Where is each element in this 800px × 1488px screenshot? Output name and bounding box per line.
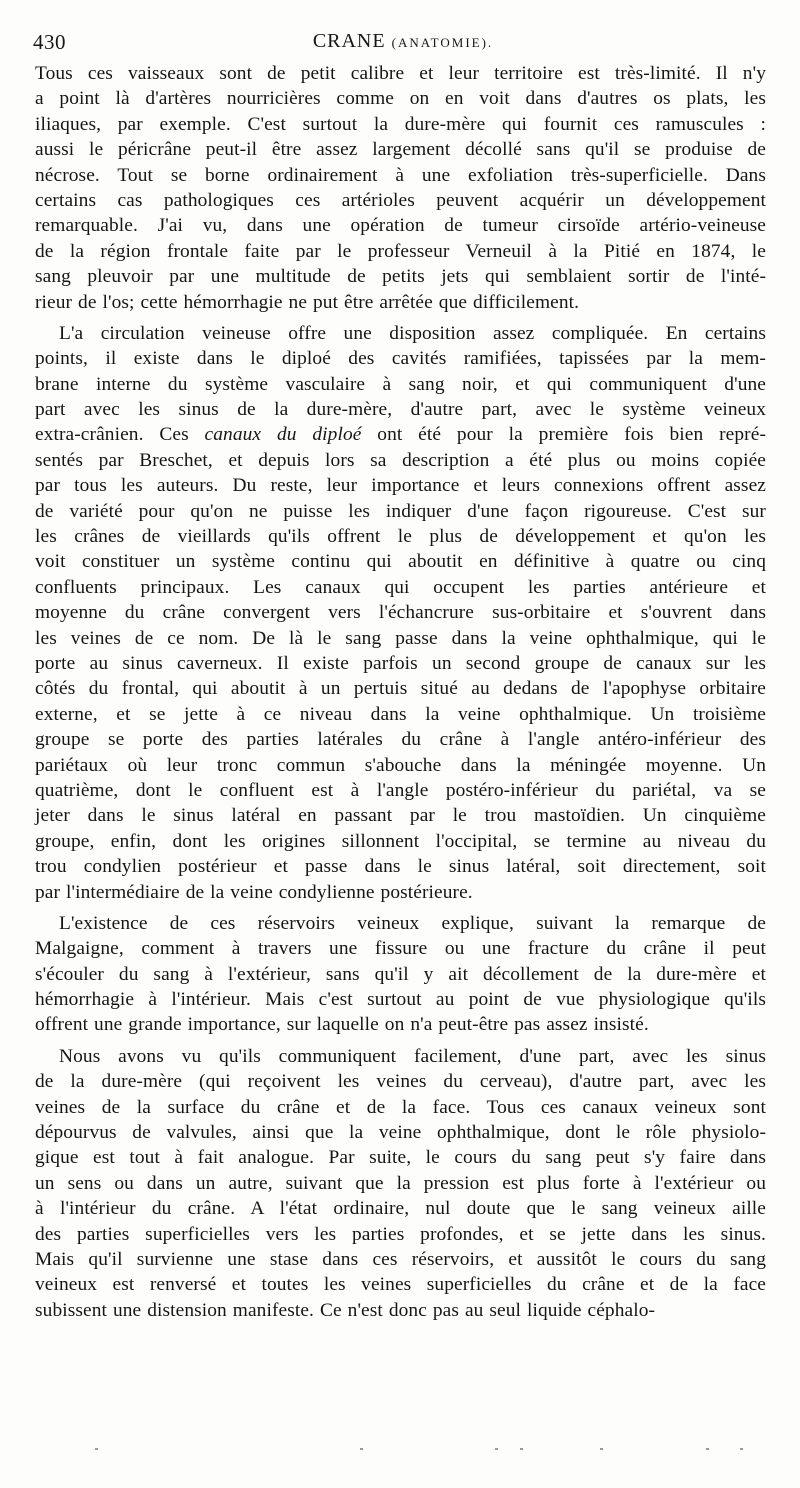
text-line: de variété pour qu'on ne puisse les indiquer d'une façon rigoureuse. C'est sur — [35, 500, 766, 522]
text-line: sentés par Breschet, et depuis lors sa description a été plus ou moins copiée — [35, 449, 766, 471]
text-line: L'a circulation veineuse offre une disposition assez compliquée. En certains — [59, 322, 766, 344]
text-line: L'existence de ces réservoirs veineux explique, suivant la remarque de — [59, 912, 766, 934]
text-line: hémorrhagie à l'intérieur. Mais c'est surtout au point de vue physiologique qu'ils — [35, 989, 766, 1011]
paragraph — [35, 911, 766, 1038]
page-number: 430 — [33, 30, 66, 54]
text-line: iliaques, par exemple. C'est surtout la dure-mère qui fournit ces ramuscules : — [35, 113, 766, 135]
scan-speck — [495, 1448, 498, 1450]
text-line: moyenne du crâne convergent vers l'échancrure sus-orbitaire et s'ouvrent dans — [35, 602, 766, 624]
paragraph — [35, 61, 766, 315]
text-line: Malgaigne, comment à travers une fissure ou une fracture du crâne il peut — [35, 938, 766, 960]
italic-term: canaux du diploé — [204, 424, 362, 446]
text-line: dépourvus de valvules, ainsi que la veine ophthalmique, dont le rôle physiolo- — [35, 1122, 766, 1144]
text-line: porte au sinus caverneux. Il existe parfois un second groupe de canaux sur les — [35, 652, 766, 674]
text-line: nécrose. Tout se borne ordinairement à une exfoliation très-superficielle. Dans — [35, 164, 766, 186]
text-line: extra-crânien. Ces canaux du diploé ont été pour la première fois bien repré- — [35, 424, 766, 446]
text-line: par l'intermédiaire de la veine condylienne postérieure. — [35, 881, 473, 903]
text-line: quatrième, dont le confluent est à l'angle postéro-inférieur du pariétal, va se — [35, 779, 766, 801]
text-line: côtés du frontal, qui aboutit à un pertuis situé au dedans de l'apophyse orbitaire — [35, 678, 766, 700]
text-line: a point là d'artères nourricières comme on en voit dans d'autres os plats, les — [35, 88, 766, 110]
text-line: Tous ces vaisseaux sont de petit calibre et leur territoire est très-limité. Il n'y — [35, 63, 766, 84]
text-line: Mais qu'il survienne une stase dans ces réservoirs, et aussitôt le cours du sang — [35, 1248, 766, 1270]
paragraph — [35, 1044, 766, 1323]
text-line: sang pleuvoir par une multitude de petits jets qui semblaient sortir de l'inté- — [35, 266, 766, 288]
text-line: remarquable. J'ai vu, dans une opération de tumeur cirsoïde artério-veineuse — [35, 215, 766, 237]
scan-speck — [740, 1448, 743, 1450]
scan-speck — [95, 1448, 98, 1450]
scan-speck — [360, 1448, 363, 1450]
text-line: des parties superficielles vers les parties profondes, et se jette dans les sinus. — [35, 1223, 766, 1245]
text-line: externe, et se jette à ce niveau dans la veine ophthalmique. Un troisième — [35, 703, 766, 725]
text-line: de la région frontale faite par le professeur Verneuil à la Pitié en 1874, le — [35, 240, 766, 262]
text-line: groupe, enfin, dont les origines sillonnent l'occipital, se termine au niveau du — [35, 830, 766, 852]
text-line: veines de la surface du crâne et de la face. Tous ces canaux veineux sont — [35, 1096, 766, 1118]
text-line: Nous avons vu qu'ils communiquent facilement, d'une part, avec les sinus — [59, 1045, 766, 1067]
text-line: aussi le péricrâne peut-il être assez largement décollé sans qu'il se produise de — [35, 139, 766, 161]
text-line: part avec les sinus de la dure-mère, d'autre part, avec le système veineux — [35, 399, 766, 421]
text-line: groupe se porte des parties latérales du crâne à l'angle antéro-inférieur des — [35, 729, 766, 751]
text-line: jeter dans le sinus latéral en passant par le trou mastoïdien. Un cinquième — [35, 805, 766, 827]
text-line: gique est tout à fait analogue. Par suite, le cours du sang peut s'y faire dans — [35, 1147, 766, 1169]
text-line: s'écouler du sang à l'extérieur, sans qu'il y ait décollement de la dure-mère et — [35, 963, 766, 985]
text-line: points, il existe dans le diploé des cavités ramifiées, tapissées par la mem- — [35, 348, 766, 370]
text-line: offrent une grande importance, sur laquelle on n'a peut-être pas assez insisté. — [35, 1014, 649, 1036]
text-line: à l'intérieur du crâne. A l'état ordinaire, nul doute que le sang veineux aille — [35, 1198, 766, 1220]
page-header — [33, 26, 773, 58]
paragraph — [35, 321, 766, 905]
text-line: trou condylien postérieur et passe dans le sinus latéral, soit directement, soit — [35, 856, 766, 878]
body-text — [35, 61, 766, 1323]
scan-speck — [706, 1448, 709, 1450]
text-line: subissent une distension manifeste. Ce n'est donc pas au seul liquide céphalo- — [35, 1299, 656, 1321]
running-title-main: CRANE — [312, 30, 386, 52]
text-line: voit constituer un système continu qui aboutit en définitive à quatre ou cinq — [35, 551, 766, 573]
text-line: pariétaux où leur tronc commun s'abouche dans la méningée moyenne. Un — [35, 754, 766, 776]
scan-speck — [600, 1448, 603, 1450]
text-line: les veines de ce nom. De là le sang passe dans la veine ophthalmique, qui le — [35, 627, 766, 649]
text-line: rieur de l'os; cette hémorrhagie ne put être arrêtée que difficilement. — [35, 291, 580, 313]
text-line: de la dure-mère (qui reçoivent les veines du cerveau), d'autre part, avec les — [35, 1071, 766, 1093]
scan-speck — [520, 1448, 523, 1450]
running-title — [33, 30, 773, 53]
text-line: par tous les auteurs. Du reste, leur importance et leurs connexions offrent assez — [35, 475, 766, 497]
text-line: veineux est renversé et toutes les veines superficielles du crâne et de la face — [35, 1274, 766, 1296]
text-line: un sens ou dans un autre, suivant que la pression est plus forte à l'extérieur ou — [35, 1172, 766, 1194]
text-line: brane interne du système vasculaire à sang noir, et qui communiquent d'une — [35, 373, 766, 395]
scan-specks — [0, 1440, 800, 1460]
running-title-subtitle: (ANATOMIE). — [391, 35, 494, 50]
text-line: confluents principaux. Les canaux qui occupent les parties antérieure et — [35, 576, 766, 598]
text-line: les crânes de vieillards qu'ils offrent le plus de développement et qu'on les — [35, 526, 766, 548]
text-line: certains cas pathologiques ces artérioles peuvent acquérir un développement — [35, 189, 766, 211]
